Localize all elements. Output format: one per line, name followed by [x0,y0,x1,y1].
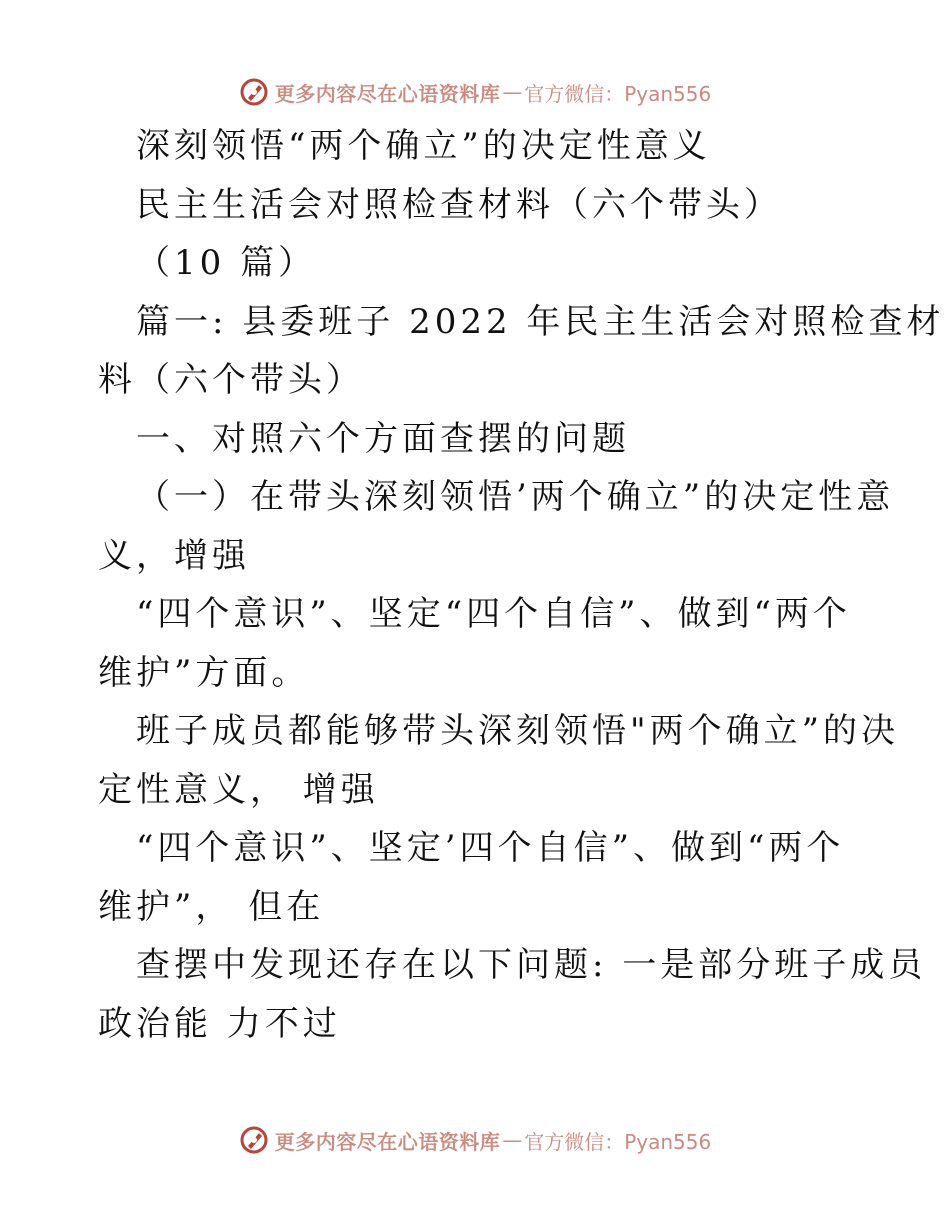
section-heading-cont: 料（六个带头） [98,360,364,400]
paragraph-line: 维护”方面。 [98,653,310,693]
doc-title-line-1: 深刻领悟“两个确立”的决定性意义 [136,126,711,166]
paragraph-line: 班子成员都能够带头深刻领悟"两个确立”的决 [136,711,900,751]
header-watermark [0,72,950,112]
paragraph-line: 查摆中发现还存在以下问题: 一是部分班子成员 [136,945,927,985]
pen-logo-icon [239,77,269,107]
paragraph-line: “四个意识”、坚定’四个自信”、做到“两个 [136,828,845,868]
paragraph-line: 维护”， 但在 [98,887,325,927]
subsection-heading: 一、对照六个方面查摆的问题 [136,419,630,459]
watermark-title: 更多内容尽在心语资料库 [274,1129,501,1154]
doc-title-line-2: 民主生活会对照检查材料（六个带头） [136,185,782,225]
watermark-wechat: 官方微信：Pyan556 [524,1129,712,1154]
paragraph-line: 定性意义， 增强 [98,770,379,810]
paragraph-line: “四个意识”、坚定“四个自信”、做到“两个 [136,594,851,634]
paragraph-line: （一）在带头深刻领悟’两个确立”的决定性意 [136,477,895,517]
watermark-wechat: 官方微信：Pyan556 [524,81,712,106]
section-heading: 篇一: 县委班子 2022 年民主生活会对照检查材 [136,302,945,342]
paragraph-line: 政治能 力不过 [98,1004,341,1044]
paragraph-line: 义，增强 [98,536,250,576]
footer-watermark [0,1120,950,1160]
watermark-title: 更多内容尽在心语资料库 [274,81,501,106]
pen-logo-icon [239,1125,269,1155]
watermark-separator: — [502,80,523,104]
watermark-separator: — [502,1128,523,1152]
doc-title-line-3: （10 篇） [136,243,317,283]
